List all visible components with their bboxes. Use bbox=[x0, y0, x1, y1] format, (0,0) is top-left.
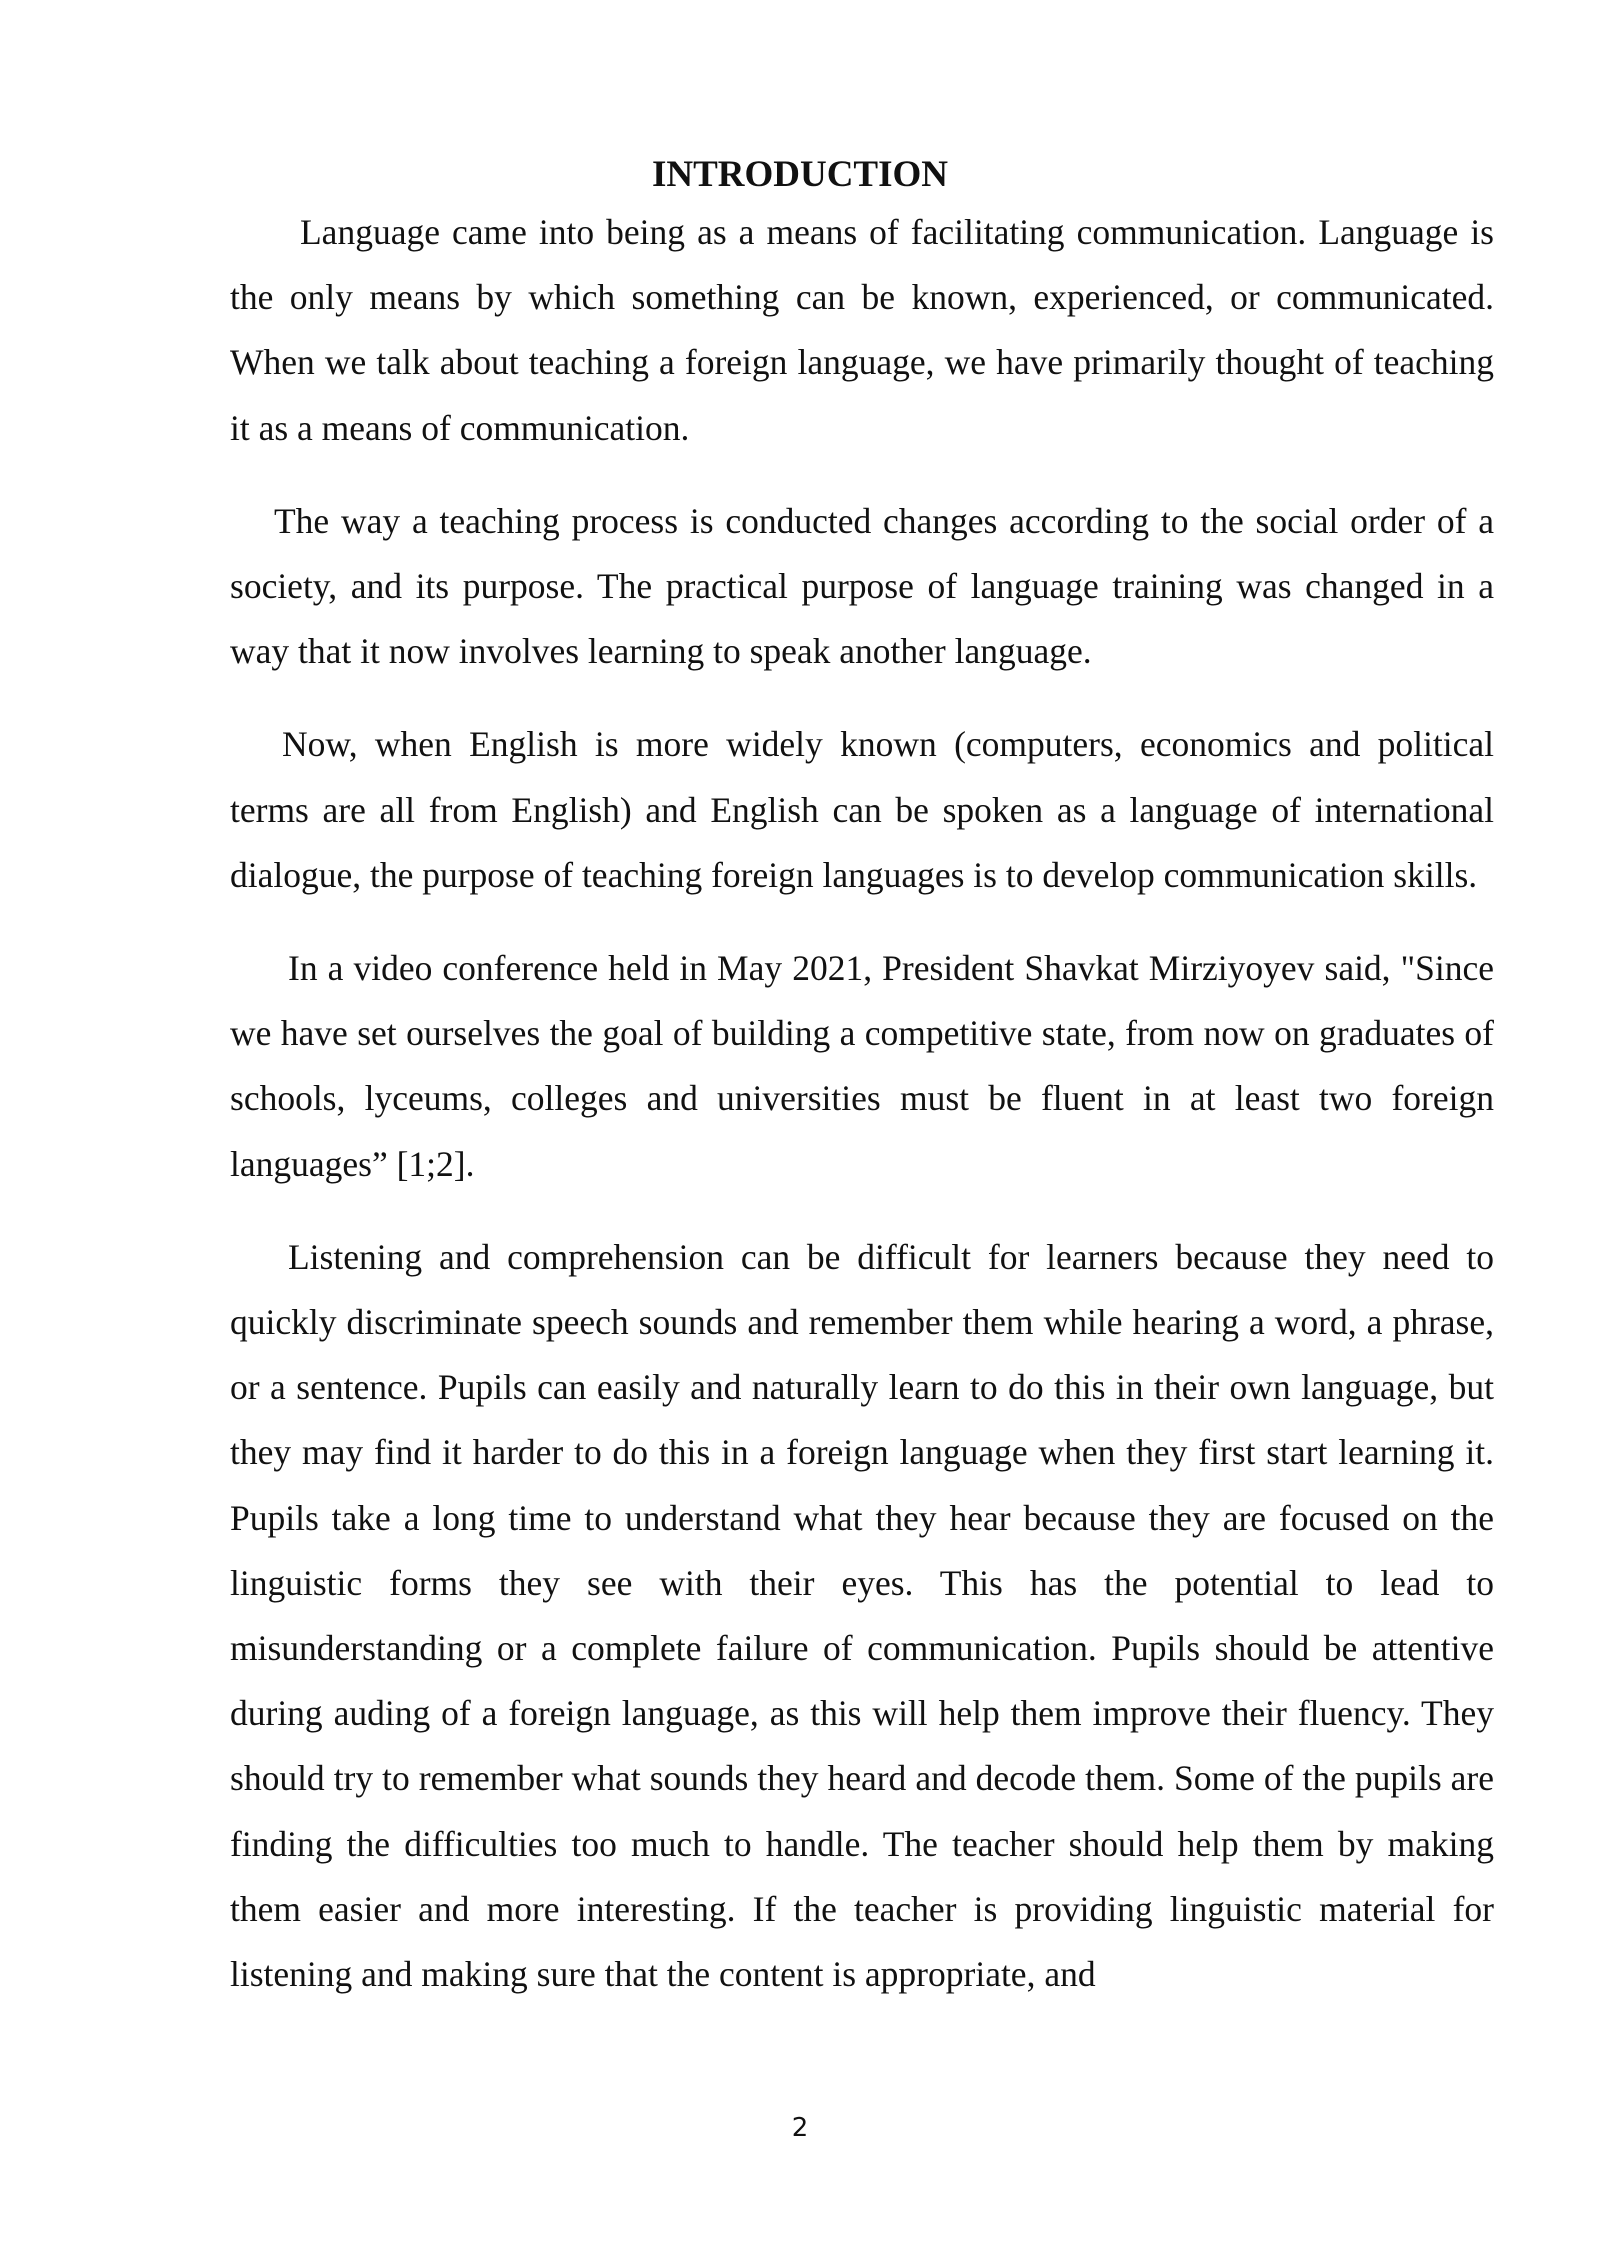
page-number: 2 bbox=[791, 2113, 809, 2143]
paragraph-2: The way a teaching process is conducted changes according to the social order of a society, and its purpose. The practical purpose of language training was changed in a way that it now involves learning to speak another language. bbox=[230, 500, 1494, 672]
body-text bbox=[230, 200, 1494, 2035]
paragraph-4: In a video conference held in May 2021, President Shavkat Mirziyoyev said, "Since we have set ourselves the goal of building a competitive state, from now on graduates of schools, lyceums, colleges and universities must be fluent in at least two foreign languages” [1;2]. bbox=[230, 948, 1494, 1184]
paragraph-3: Now, when English is more widely known (computers, economics and political terms are all from English) and English can be spoken as a language of international dialogue, the purpose of teaching foreign languages is to develop communication skills. bbox=[230, 724, 1494, 895]
page-title: INTRODUCTION bbox=[651, 154, 949, 195]
paragraph-5: Listening and comprehension can be difficult for learners because they need to quickly discriminate speech sounds and remember them while hearing a word, a phrase, or a sentence. Pupils can easily and naturally learn to do this in their own language, but they may find it harder to do this in a foreign language when they first start learning it. Pupils take a long time to understand what they hear because they are focused on the linguistic forms they see with their eyes. This has the potential to lead to misunderstanding or a complete failure of communication. Pupils should be attentive during auding of a foreign language, as this will help them improve their fluency. They should try to remember what sounds they heard and decode them. Some of the pupils are finding the difficulties too much to handle. The teacher should help them by making them easier and more interesting. If the teacher is providing linguistic material for listening and making sure that the content is appropriate, and bbox=[230, 1236, 1494, 1995]
paragraph-1: Language came into being as a means of facilitating communication. Language is the only means by which something can be known, experienced, or communicated. When we talk about teaching a foreign language, we have primarily thought of teaching it as a means of communication. bbox=[230, 212, 1494, 448]
